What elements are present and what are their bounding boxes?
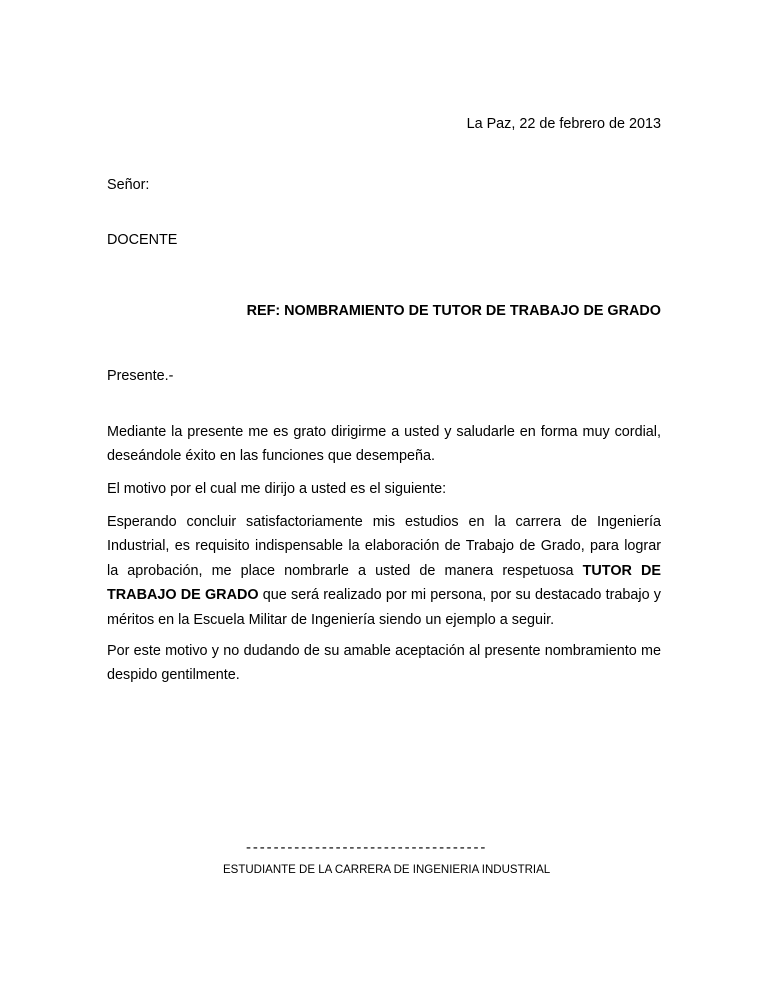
letter-date: La Paz, 22 de febrero de 2013 [466,116,661,132]
letter-greeting: Señor: [107,177,150,193]
letter-presente: Presente.- [107,368,174,384]
signature-line: ----------------------------------- [246,839,488,856]
paragraph-appointment [107,510,661,632]
letter-recipient: DOCENTE [107,232,178,248]
paragraph-closing: Por este motivo y no dudando de su amable aceptación al presente nombramiento me despido gentilmente. [107,643,661,684]
paragraph-motive: El motivo por el cual me dirijo a usted es el siguiente: [107,481,447,497]
letter-reference: REF: NOMBRAMIENTO DE TUTOR DE TRABAJO DE GRADO [246,303,661,319]
paragraph-appointment-bold-title: TUTOR DE TRABAJO DE GRADO [107,562,661,604]
paragraph-appointment-text-after: que será realizado por mi persona, por su destacado trabajo y méritos en la Escuela Militar de Ingeniería siendo un ejemplo a seguir. [107,587,661,628]
paragraph-greeting: Mediante la presente me es grato dirigirme a usted y saludarle en forma muy cordial, deseándole éxito en las funciones que desempeña. [107,424,661,465]
signature-label: ESTUDIANTE DE LA CARRERA DE INGENIERIA INDUSTRIAL [223,864,551,876]
paragraph-appointment-text-before: Esperando concluir satisfactoriamente mis estudios en la carrera de Ingeniería Industrial, es requisito indispensable la elaboración de Trabajo de Grado, para lograr la aprobación, me place nombrarle a usted de manera respetuosa [107,514,661,579]
